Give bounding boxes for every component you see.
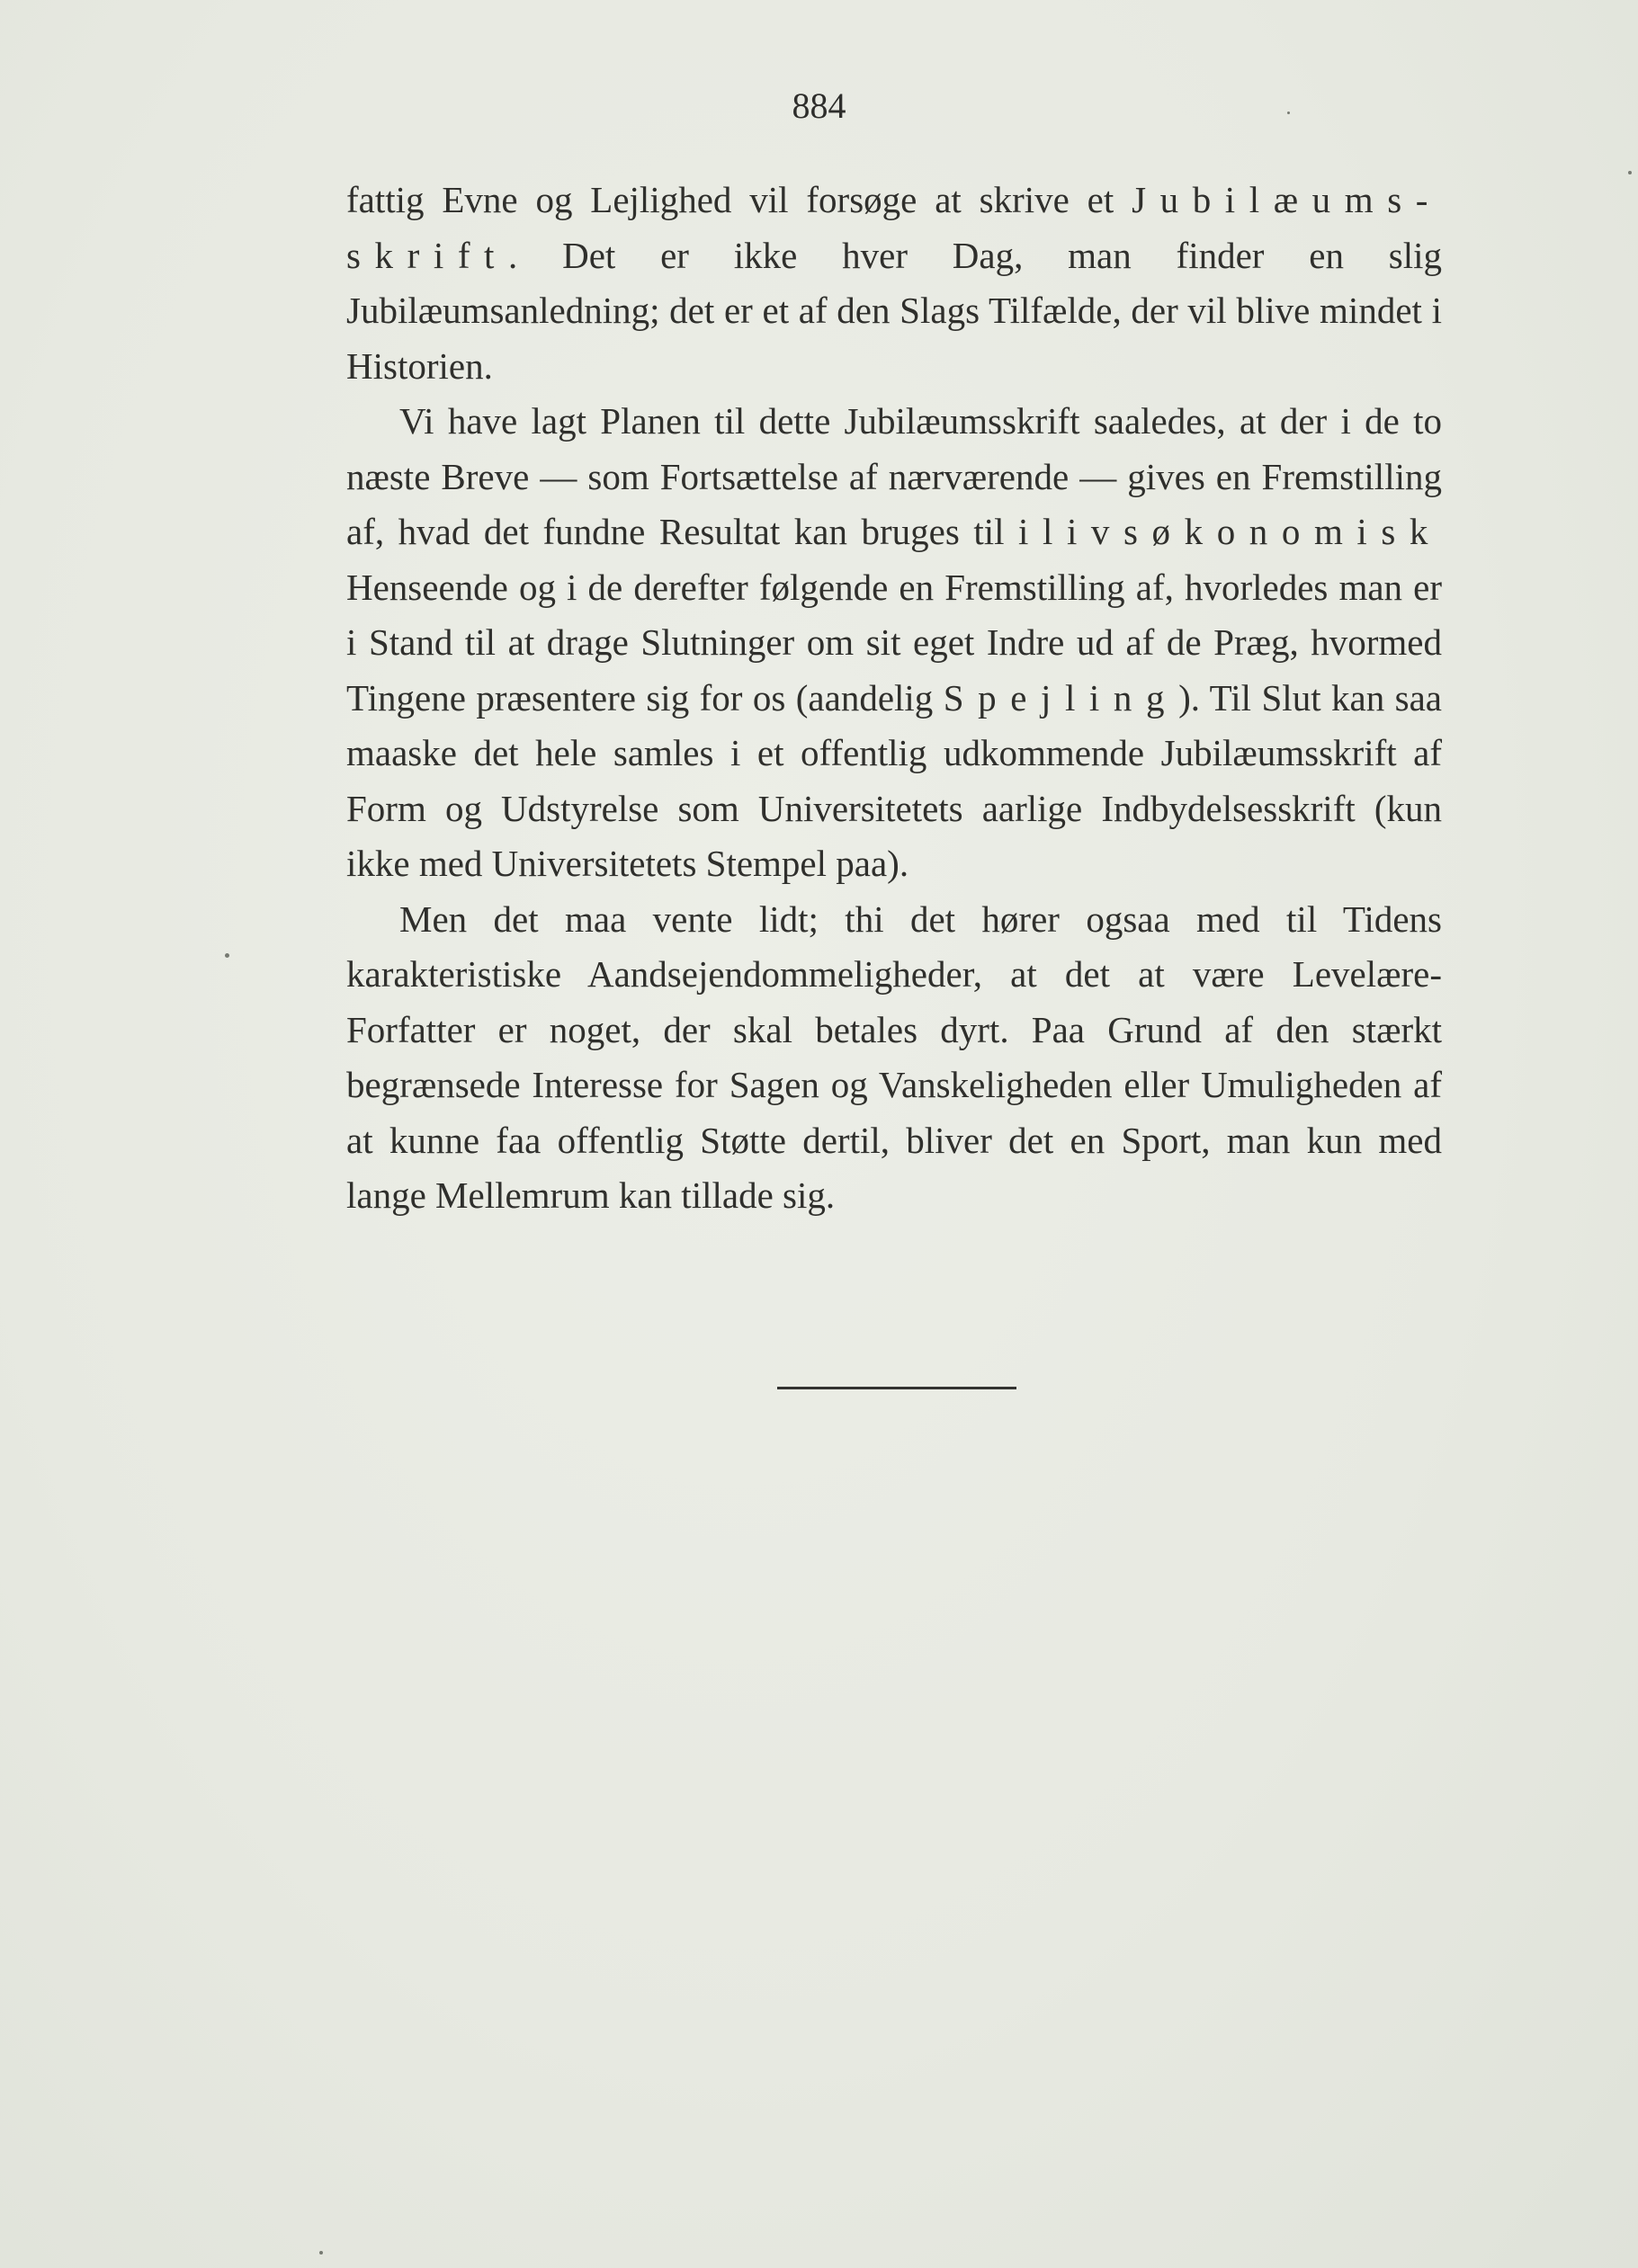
spaced-emphasis: livsøkonomisk [1042,511,1442,552]
end-rule [777,1387,1016,1389]
paper-speck [225,953,229,958]
page-number: 884 [792,85,846,126]
paragraph [346,892,1442,1224]
paragraph [346,394,1442,892]
text-run: . Det er ikke hver Dag, man finder en slig Jubilæumsanledning; det er et af den Slags Tilfælde, der vil blive mindet i Historien. [346,234,1442,387]
body-text [346,173,1442,1224]
text-run: Henseende og i de derefter følgende en Fremstilling af, hvorledes man er i Stand til at drage Slutninger om sit eget Indre ud af de Præg, hvormed Tingene præsentere sig for os (aandelig [346,566,1442,719]
text-run: Vi have lagt Planen til dette Jubilæumsskrift saaledes, at der i de to næste Breve — som Fortsættelse af nærværende — gives en Fremstilling af, hvad det fundne Resultat kan bruges til i [346,400,1442,552]
paper-speck [1628,171,1632,174]
text-run: Men det maa vente lidt; thi det hører ogsaa med til Tidens karakteristiske Aandsejendommeligheder, at det at være Levelære-Forfatter er noget, der skal betales dyrt. Paa Grund af den stærkt begrænsede Interesse for Sagen og Vanskeligheden eller Umuligheden af at kunne faa offentlig Støtte dertil, bliver det en Sport, man kun med lange Mellemrum kan tillade sig. [346,897,1442,1216]
spaced-emphasis: Jubilæums-skrift [346,179,1442,276]
paper-speck [319,2251,323,2255]
paragraph [346,173,1442,394]
text-run: ). Til Slut kan saa maaske det hele samles i et offentlig udkommende Jubilæumsskrift af Form og Udstyrelse som Universitetets aarlige Indbydelsesskrift (kun ikke med Universitetets Stempel paa). [346,676,1443,884]
text-run: fattig Evne og Lejlighed vil forsøge at skrive et [346,179,1132,220]
paper-speck [1287,112,1290,114]
spaced-emphasis: Spejling [943,676,1179,719]
